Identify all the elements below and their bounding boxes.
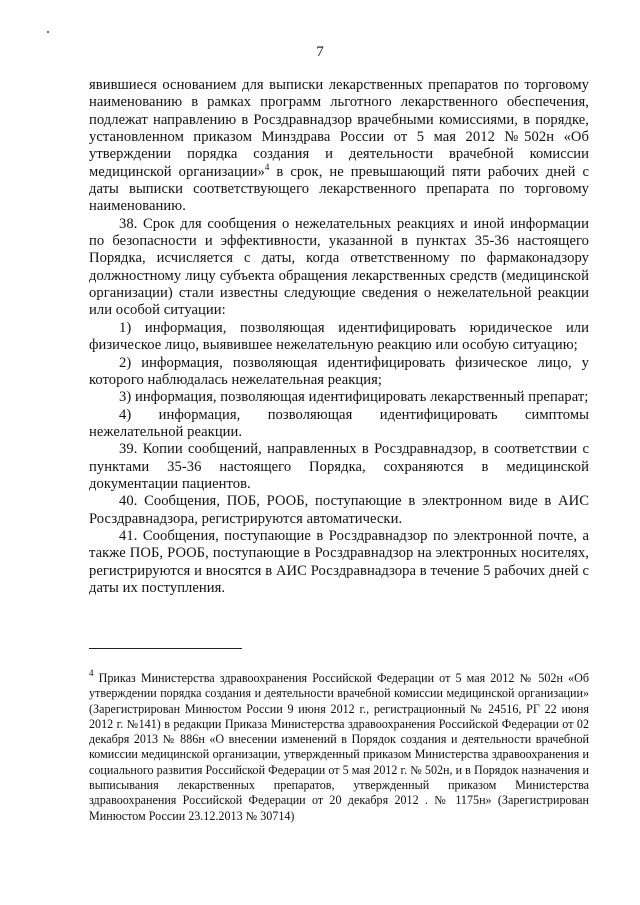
footnote-separator — [89, 648, 242, 649]
footnote-reference: 4 — [264, 161, 270, 172]
list-item-38-1: 1) информация, позволяющая идентифицировать юридическое или физическое лицо, выявившее нежелательную реакцию или особую ситуацию; — [89, 319, 589, 354]
paragraph-text: явившиеся основанием для выписки лекарственных препаратов по торговому наименованию в рамках программ льготного лекарственного обеспечения, подлежат направлению в Росздравнадзор врачебными комиссиями, в порядке, установленном приказом Минздрава России от 5 мая 2012 №502н «Об утверждении порядка создания и деятельности врачебной комиссии медицинской организации» — [89, 77, 589, 180]
list-item-38-3: 3) информация, позволяющая идентифицировать лекарственный препарат; — [119, 389, 589, 406]
paragraph-40: 40. Сообщения, ПОБ, РООБ, поступающие в электронном виде в АИС Росздравнадзора, регистрируются автоматически. — [89, 493, 589, 527]
paragraph-38: 38. Срок для сообщения о нежелательных реакциях и иной информации по безопасности и эффективности, указанной в пунктах 35-36 настоящего Порядка, исчисляется с даты, когда ответственному по фармаконадзору должностному лицу субъекта обращения лекарственных средств (медицинской организации) стали известны следующие сведения о нежелательной реакции или особой ситуации: — [89, 215, 589, 319]
paragraph-39: 39. Копии сообщений, направленных в Росздравнадзор, в соответствии с пунктами 35-36 настоящего Порядка, сохраняются в медицинской документации пациентов. — [89, 441, 589, 492]
paragraph-41: 41. Сообщения, поступающие в Росздравнадзор по электронной почте, а также ПОБ, РООБ, поступающие в Росздравнадзор на электронных носителях, регистрируются и вносятся в АИС Росздравнадзора в течение 5 рабочих дней с даты их поступления. — [89, 527, 589, 596]
footnote-paragraph — [89, 668, 589, 824]
main-text — [89, 77, 589, 597]
list-item-38-2: 2) информация, позволяющая идентифицировать физическое лицо, у которого наблюдалась нежелательная реакция; — [89, 354, 589, 388]
page-number: 7 — [316, 44, 324, 60]
footnote — [89, 668, 589, 824]
footnote-marker: 4 — [89, 668, 94, 678]
paragraph-text-after: в срок, не превышающий пяти рабочих дней с даты выписки соответствующего лекарственного препарата по торговому наименованию. — [89, 163, 589, 215]
scan-speck — [47, 31, 49, 33]
paragraph-continuation — [89, 77, 589, 216]
list-item-38-4: 4) информация, позволяющая идентифицировать симптомы нежелательной реакции. — [89, 406, 589, 440]
footnote-text: Приказ Министерства здравоохранения Российской Федерации от 5 мая 2012 № 502н «Об утверждении порядка создания и деятельности врачебной комиссии медицинской организации» (Зарегистрирован Минюстом России 9 июня 2012 г., регистрационный № 24516, РГ 22 июня 2012 г. №141) в редакции Приказа Министерства здравоохранения Российской Федерации от 02 декабря 2013 № 886н «О внесении изменений в Порядок создания и деятельности врачебной комиссии медицинской организации, утвержденный приказом Министерства здравоохранения и социального развития Российской Федерации от 5 мая 2012 г. № 502н, и в Порядок назначения и выписывания лекарственных препаратов, утвержденный приказом Министерства здравоохранения Российской Федерации от 20 декабря 2012 . № 1175н» (Зарегистрирован Минюстом России 23.12.2013 № 30714) — [89, 671, 589, 823]
